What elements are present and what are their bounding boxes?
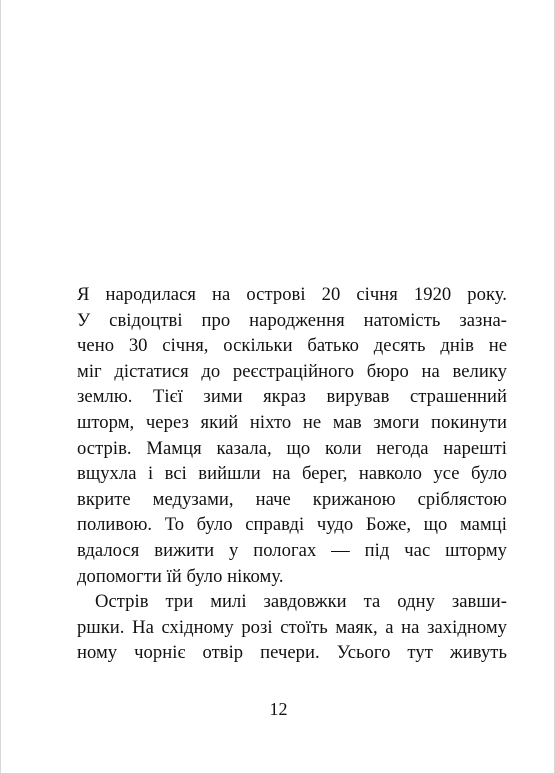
text-line: острів. Мамця казала, що коли негода нарешті [77,437,507,459]
body-text [77,282,507,666]
text-line: Острів три милі завдовжки та одну завши- [95,591,507,613]
text-line: шторм, через який ніхто не мав змоги покинути [77,411,507,433]
text-line: вкрите медузами, наче крижаною сріблястою [77,488,507,510]
text-line: вщухла і всі вийшли на берег, навколо усе було [77,463,507,485]
page-number: 12 [269,699,288,719]
text-line: міг дістатися до реєстраційного бюро на велику [77,360,507,382]
text-line: вдалося вижити у пологах — під час шторму [77,539,507,561]
text-line: чено 30 січня, оскільки батько десять днів не [77,335,507,357]
text-line: землю. Тієї зими якраз вирував страшенний [77,386,507,408]
text-line: У свідоцтві про народження натомість зазна- [77,309,507,331]
text-line: допомогти їй було нікому. [77,565,284,587]
text-line: Я народилася на острові 20 січня 1920 року. [77,284,507,305]
paragraph-1 [77,282,507,589]
paragraph-2 [77,589,507,666]
text-line: ному чорніє отвір печери. Усього тут живуть [77,642,507,664]
text-line: поливою. То було справді чудо Боже, що мамці [77,514,507,536]
text-line: ршки. На східному розі стоїть маяк, а на західному [77,616,507,638]
